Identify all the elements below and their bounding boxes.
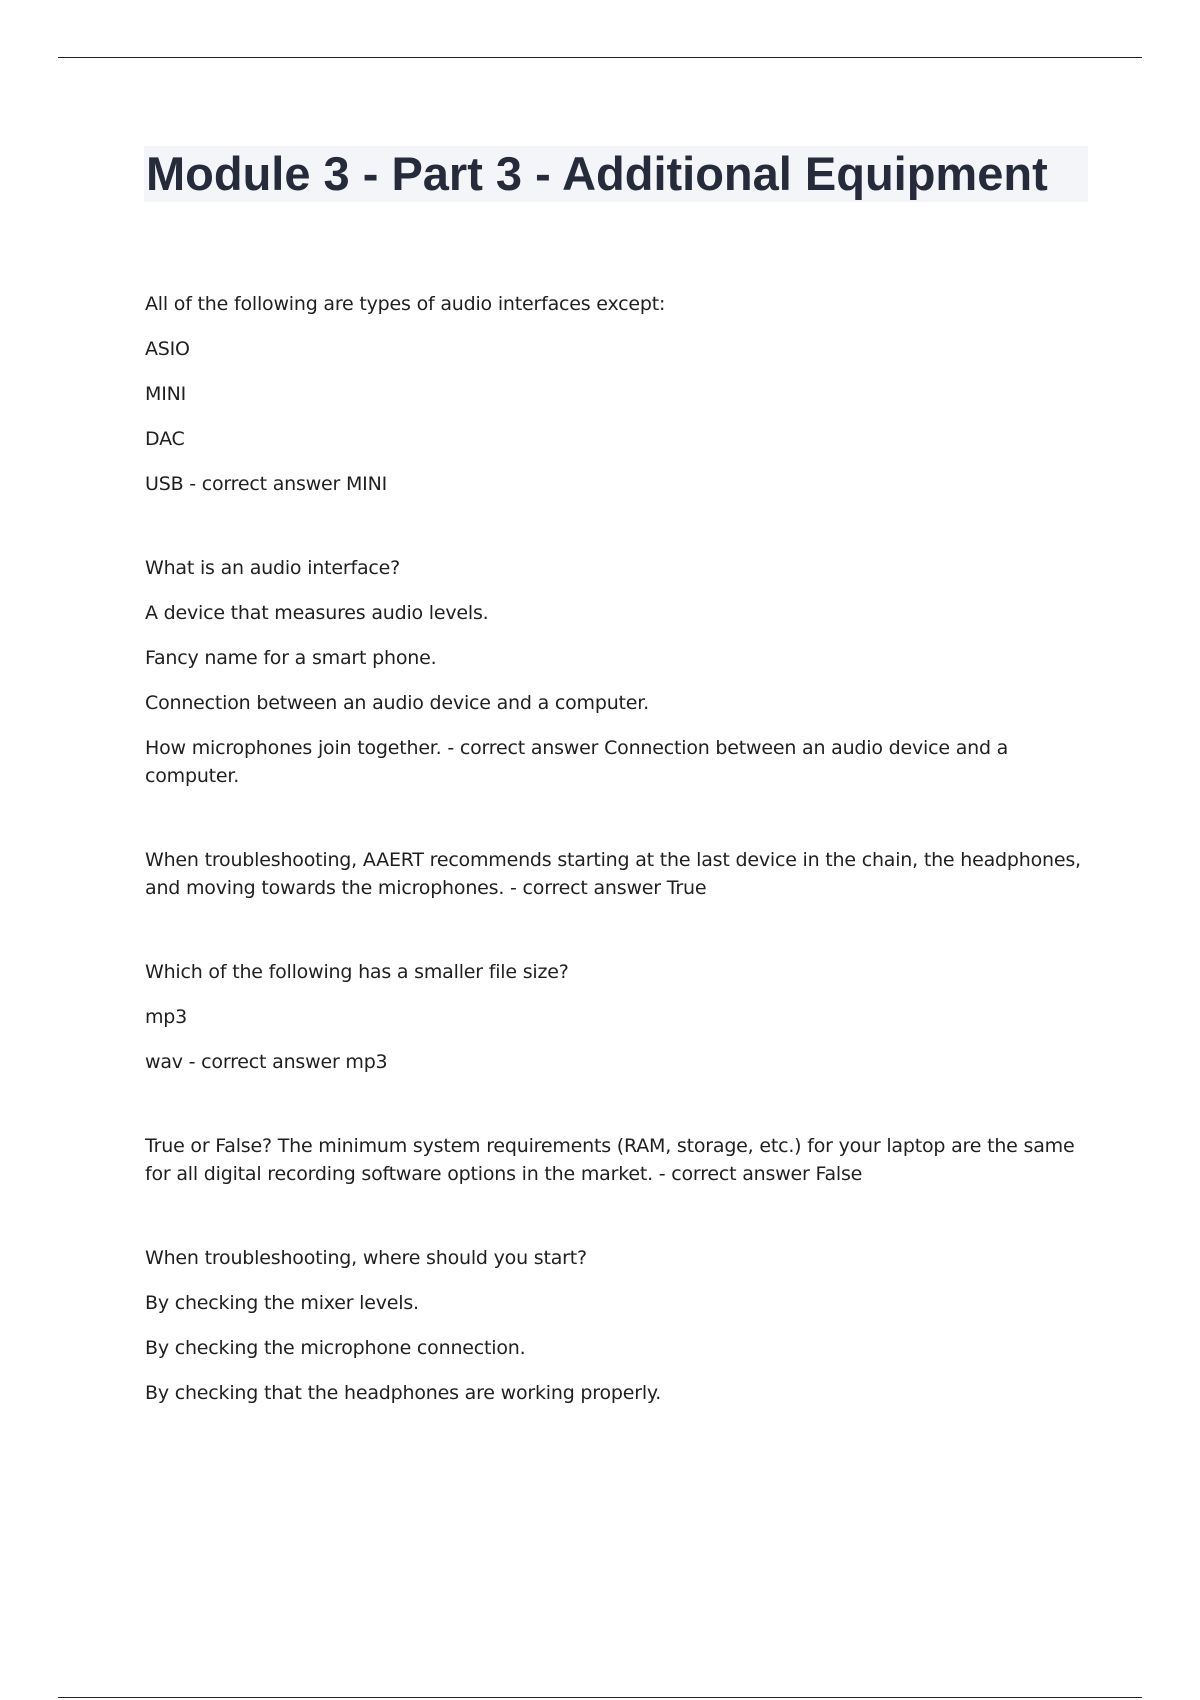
answer-option: By checking the mixer levels. (145, 1292, 419, 1314)
question-block-5 (145, 1132, 1095, 1188)
answer-option: ASIO (145, 338, 190, 360)
answer-option: By checking the microphone connection. (145, 1337, 526, 1359)
question-text: What is an audio interface? (145, 557, 401, 579)
question-text: When troubleshooting, where should you start? (145, 1247, 587, 1269)
bottom-rule (58, 1697, 1142, 1698)
question-block-6 (145, 1244, 1095, 1407)
question-block-4 (145, 958, 1095, 1076)
title-banner (144, 146, 1088, 202)
answer-option-with-correct-answer: wav - correct answer mp3 (145, 1051, 388, 1073)
question-text-with-correct-answer: True or False? The minimum system requirements (RAM, storage, etc.) for your laptop are the same for all digital recording software options in the market. - correct answer False (145, 1135, 1075, 1185)
top-rule (58, 57, 1142, 58)
answer-option: Connection between an audio device and a computer. (145, 692, 650, 714)
question-list (145, 290, 1095, 1463)
question-text: Which of the following has a smaller file size? (145, 961, 569, 983)
question-text-with-correct-answer: When troubleshooting, AAERT recommends starting at the last device in the chain, the headphones, and moving towards the microphones. - correct answer True (145, 849, 1081, 899)
answer-option-with-correct-answer: How microphones join together. - correct answer Connection between an audio device and a computer. (145, 737, 1009, 787)
question-block-2 (145, 554, 1095, 790)
question-block-3 (145, 846, 1095, 902)
question-text: All of the following are types of audio interfaces except: (145, 293, 666, 315)
answer-option: mp3 (145, 1006, 188, 1028)
answer-option-with-correct-answer: USB - correct answer MINI (145, 473, 387, 495)
answer-option: Fancy name for a smart phone. (145, 647, 437, 669)
answer-option: A device that measures audio levels. (145, 602, 489, 624)
question-block-1 (145, 290, 1095, 498)
answer-option: By checking that the headphones are working properly. (145, 1382, 662, 1404)
page-title: Module 3 - Part 3 - Additional Equipment (146, 147, 1048, 200)
answer-option: MINI (145, 383, 187, 405)
answer-option: DAC (145, 428, 185, 450)
